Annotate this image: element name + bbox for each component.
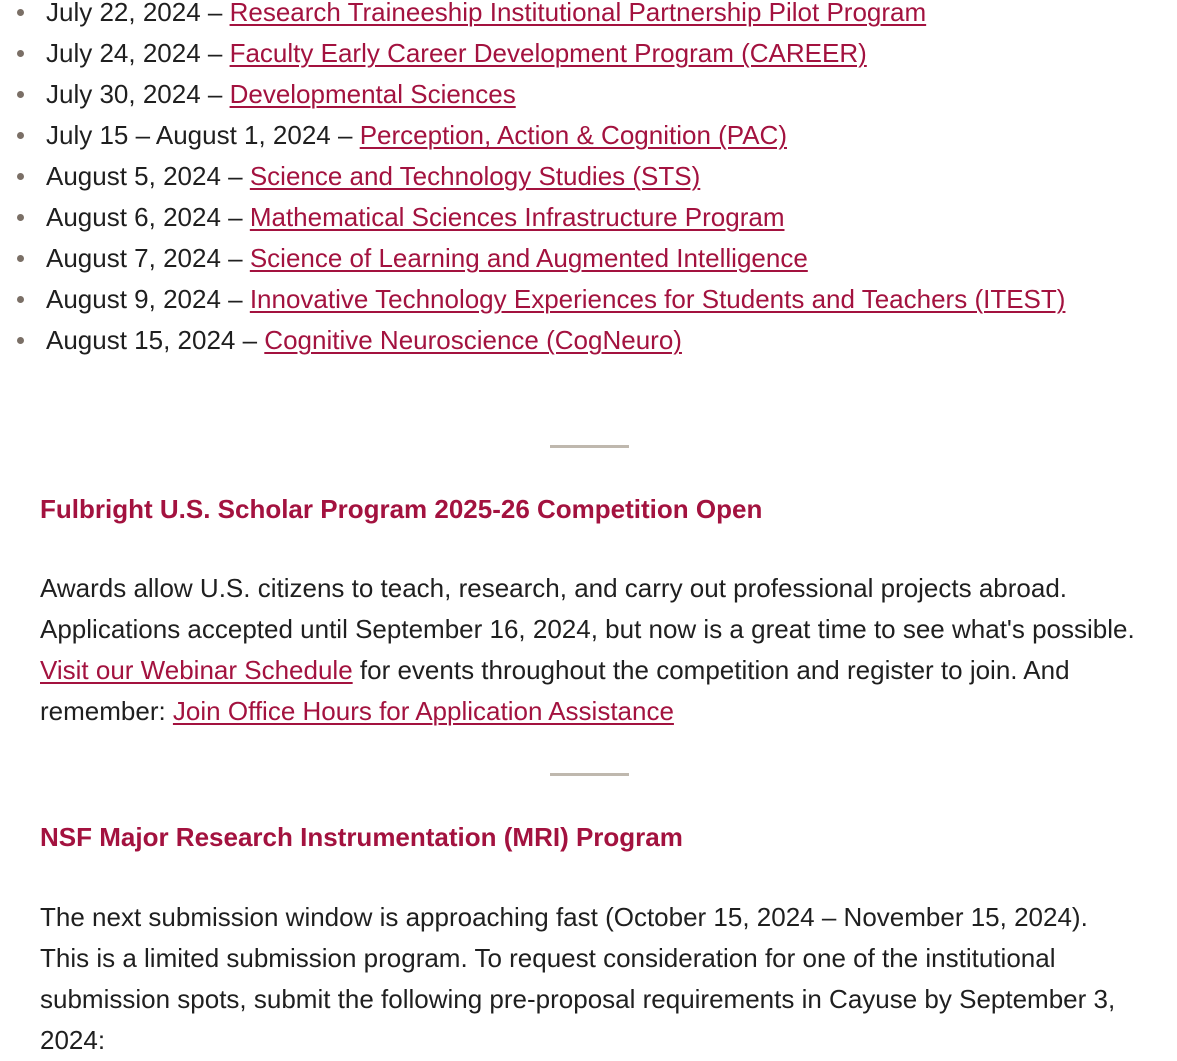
list-item — [46, 0, 1086, 33]
program-link[interactable]: Mathematical Sciences Infrastructure Program — [249, 202, 785, 232]
mri-heading: NSF Major Research Instrumentation (MRI) Program — [40, 822, 683, 852]
deadline-date: July 30, 2024 – — [46, 79, 230, 109]
bullet-icon — [17, 296, 24, 303]
bullet-icon — [17, 132, 24, 139]
list-item — [46, 279, 1086, 320]
deadline-date: July 24, 2024 – — [46, 38, 230, 68]
mri-paragraph: The next submission window is approaching fast (October 15, 2024 – November 15, 2024). This is a limited submission program. To request consideration for one of the institutional submission spots, submit the following pre-proposal requirements in Cayuse by September 3, 2024: — [40, 902, 1116, 1055]
deadline-date: August 6, 2024 – — [46, 202, 250, 232]
program-link[interactable]: Faculty Early Career Development Program (CAREER) — [229, 38, 867, 68]
program-link[interactable]: Cognitive Neuroscience (CogNeuro) — [264, 325, 682, 355]
program-link[interactable]: Developmental Sciences — [229, 79, 516, 109]
list-item — [46, 115, 1086, 156]
bullet-icon — [17, 337, 24, 344]
list-item — [46, 156, 1086, 197]
list-item — [46, 238, 1086, 279]
fulbright-heading: Fulbright U.S. Scholar Program 2025-26 Competition Open — [40, 494, 763, 524]
list-item — [46, 197, 1086, 238]
program-link[interactable]: Perception, Action & Cognition (PAC) — [359, 120, 787, 150]
program-link[interactable]: Innovative Technology Experiences for Students and Teachers (ITEST) — [249, 284, 1066, 314]
fulbright-text-1: Awards allow U.S. citizens to teach, research, and carry out professional projects abroad. Applications accepted until September 16, 2024, but now is a great time to see what's possible. — [40, 573, 1135, 644]
deadline-date: August 9, 2024 – — [46, 284, 250, 314]
deadline-date: July 15 – August 1, 2024 – — [46, 120, 360, 150]
deadline-date: July 22, 2024 – — [46, 0, 230, 27]
deadline-date: August 5, 2024 – — [46, 161, 250, 191]
bullet-icon — [17, 214, 24, 221]
list-item — [46, 33, 1086, 74]
deadline-list — [46, 0, 1086, 361]
program-link[interactable]: Science of Learning and Augmented Intelligence — [249, 243, 808, 273]
fulbright-text-2: for events throughout the competition and register to join. And remember: — [40, 655, 1070, 726]
bullet-icon — [17, 91, 24, 98]
bullet-icon — [17, 173, 24, 180]
deadline-date: August 15, 2024 – — [46, 325, 265, 355]
office-hours-link[interactable]: Join Office Hours for Application Assistance — [172, 696, 674, 726]
section-divider — [550, 445, 629, 448]
list-item — [46, 320, 1086, 361]
webinar-schedule-link[interactable]: Visit our Webinar Schedule — [40, 655, 353, 685]
list-item — [46, 74, 1086, 115]
bullet-icon — [17, 9, 24, 16]
section-divider — [550, 773, 629, 776]
program-link[interactable]: Science and Technology Studies (STS) — [249, 161, 701, 191]
bullet-icon — [17, 255, 24, 262]
deadline-date: August 7, 2024 – — [46, 243, 250, 273]
fulbright-paragraph — [40, 568, 1150, 732]
program-link[interactable]: Research Traineeship Institutional Partnership Pilot Program — [229, 0, 927, 27]
bullet-icon — [17, 50, 24, 57]
